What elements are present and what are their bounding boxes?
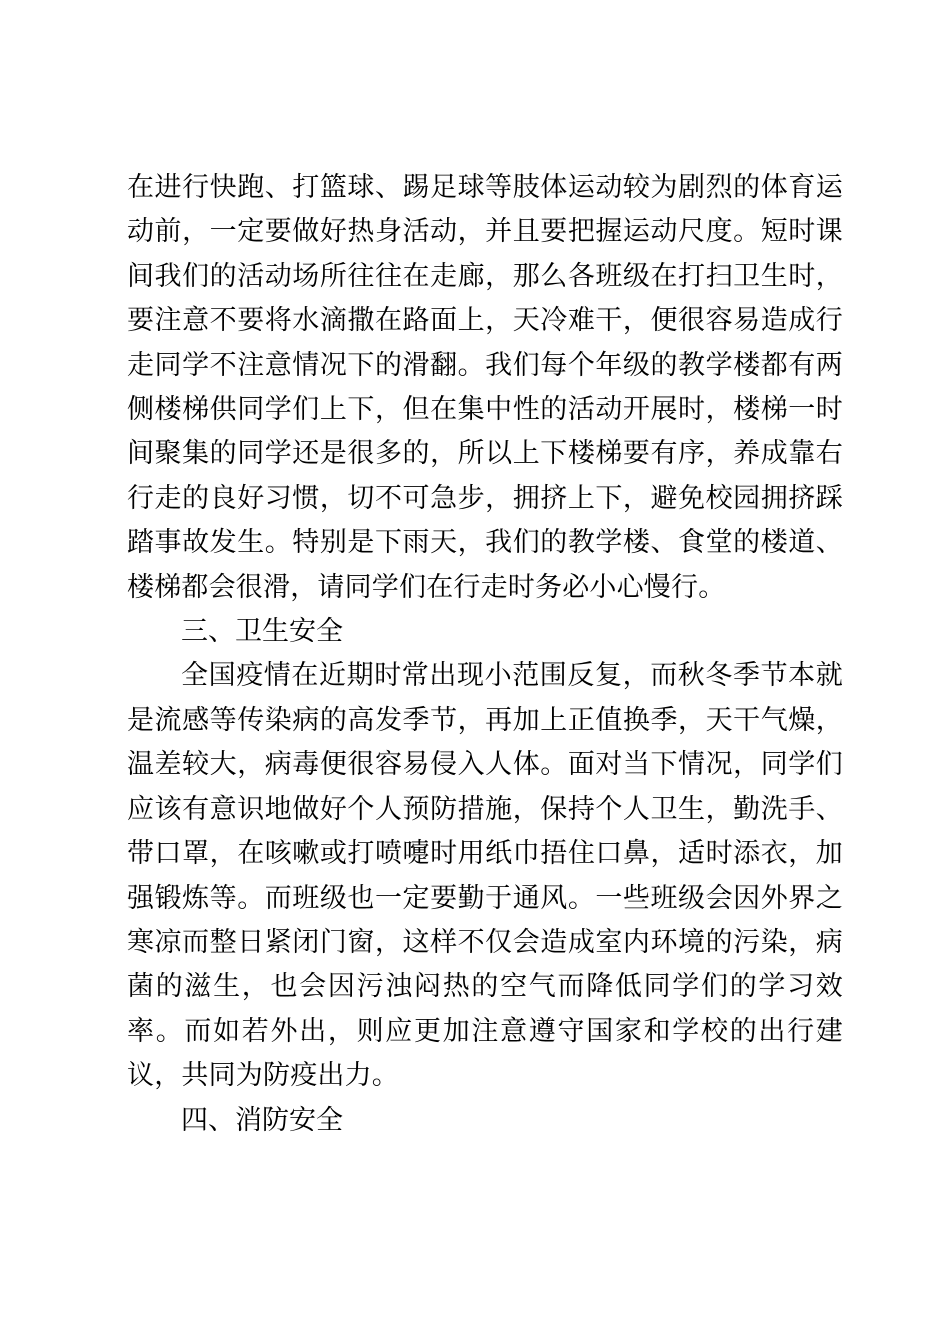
paragraph-sports-safety: 在进行快跑、打篮球、踢足球等肢体运动较为剧烈的体育运动前，一定要做好热身活动，并且要把握运动尺度。短时课间我们的活动场所往往在走廊，那么各班级在打扫卫生时，要注意不要将水滴撒在路面上，天冷难干，便很容易造成行走同学不注意情况下的滑翻。我们每个年级的教学楼都有两侧楼梯供同学们上下，但在集中性的活动开展时，楼梯一时间聚集的同学还是很多的，所以上下楼梯要有序，养成靠右行走的良好习惯，切不可急步，拥挤上下，避免校园拥挤踩踏事故发生。特别是下雨天，我们的教学楼、食堂的楼道、楼梯都会很滑，请同学们在行走时务必小心慢行。: [127, 172, 843, 603]
document-body: [127, 166, 843, 1143]
heading-hygiene-safety: 三、卫生安全: [181, 616, 343, 648]
paragraph-hygiene-safety: 全国疫情在近期时常出现小范围反复，而秋冬季节本就是流感等传染病的高发季节，再加上正值换季，天干气燥，温差较大，病毒便很容易侵入人体。面对当下情况，同学们应该有意识地做好个人预防措施，保持个人卫生，勤洗手、带口罩，在咳嗽或打喷嚏时用纸巾捂住口鼻，适时添衣，加强锻炼等。而班级也一定要勤于通风。一些班级会因外界之寒凉而整日紧闭门窗，这样不仅会造成室内环境的污染，病菌的滋生，也会因污浊闷热的空气而降低同学们的学习效率。而如若外出，则应更加注意遵守国家和学校的出行建议，共同为防疫出力。: [127, 660, 843, 1092]
heading-fire-safety: 四、消防安全: [181, 1104, 343, 1136]
